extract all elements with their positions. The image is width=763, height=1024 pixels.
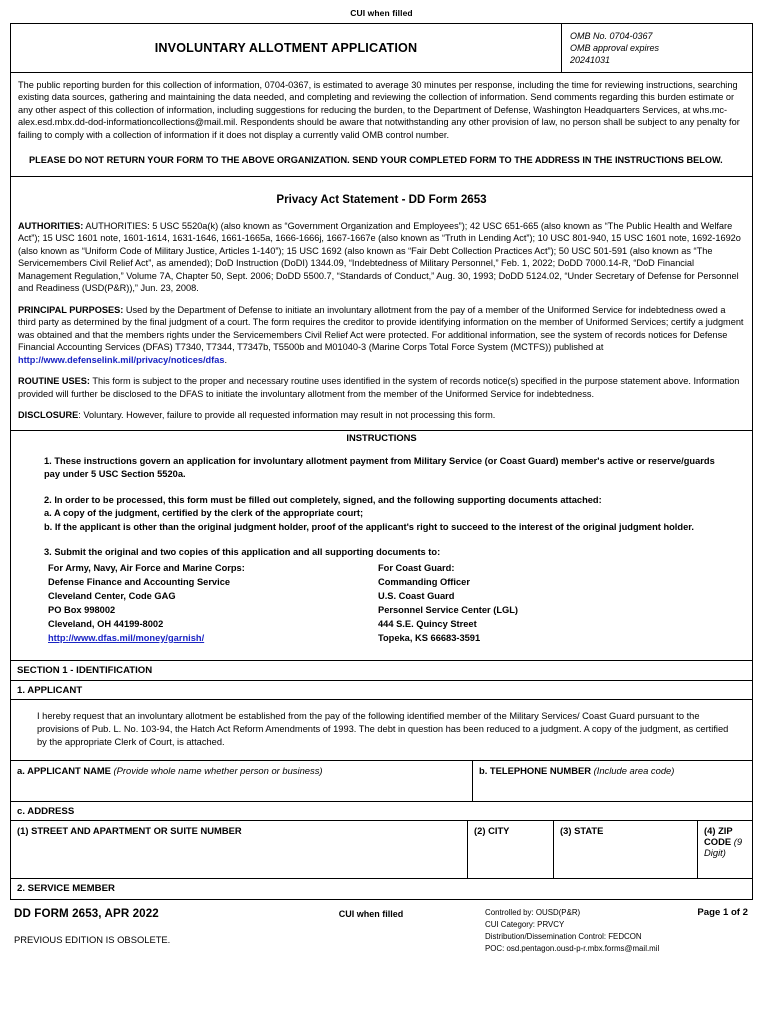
zip-code-label: (4) ZIP CODE [704, 825, 733, 848]
address-left-line3: PO Box 998002 [48, 604, 116, 615]
authorities-paragraph [18, 220, 745, 295]
address-left-line1: Defense Finance and Accounting Service [48, 576, 231, 587]
applicant-name-phone-row [11, 761, 752, 802]
state-field[interactable] [553, 821, 697, 878]
address-right-line3: Personnel Service Center (LGL) [378, 604, 519, 615]
address-left-line4: Cleveland, OH 44199-8002 [48, 618, 164, 629]
principal-purposes-label: PRINCIPAL PURPOSES: [18, 304, 124, 315]
applicant-name-label: a. APPLICANT NAME [17, 765, 111, 777]
omb-box [561, 24, 752, 72]
authorities-label: AUTHORITIES: [18, 220, 84, 231]
address-left-line2: Cleveland Center, Code GAG [48, 590, 176, 601]
routine-uses-paragraph [18, 375, 745, 400]
disclosure-text: : Voluntary. However, failure to provide all requested information may result in not processing this form. [78, 410, 496, 421]
dfas-garnish-link[interactable]: http://www.dfas.mil/money/garnish/ [48, 632, 205, 643]
address-subsection-header: c. ADDRESS [11, 802, 752, 821]
instruction-item-2b: b. If the applicant is other than the original judgment holder, proof of the applicant's right to succeed to the interest of the original judgment holder. [44, 521, 694, 532]
cui-control-details [485, 907, 659, 955]
city-field[interactable] [467, 821, 553, 878]
zip-code-hint: (9 Digit) [704, 836, 743, 859]
address-right-line2: U.S. Coast Guard [378, 590, 455, 601]
applicant-name-hint: (Provide whole name whether person or business) [113, 765, 323, 777]
routine-uses-text: This form is subject to the proper and necessary routine uses identified in the system of records notice(s) specified in the purpose statement above. Information provided will further be disclosed to the DFAS to initiate the involuntary allotment from the member of the Uniformed Service for indebtedness. [18, 376, 740, 399]
instruction-item-3: 3. Submit the original and two copies of this application and all supporting documents to: [44, 547, 441, 558]
instructions-body [11, 445, 752, 646]
instruction-item-2: 2. In order to be processed, this form must be filled out completely, signed, and the following supporting documents attached: [44, 494, 602, 505]
cui-category: CUI Category: PRVCY [485, 920, 565, 930]
privacy-act-title: Privacy Act Statement - DD Form 2653 [276, 192, 487, 206]
address-coast-guard [378, 562, 708, 646]
principal-purposes-paragraph [18, 304, 745, 366]
instructions-heading: INSTRUCTIONS [346, 431, 417, 443]
street-address-field[interactable] [11, 821, 467, 878]
street-address-label: (1) STREET AND APARTMENT OR SUITE NUMBER [17, 825, 242, 837]
cui-top-banner: CUI when filled [350, 8, 413, 18]
applicant-name-field[interactable] [11, 761, 472, 801]
address-right-line4: 444 S.E. Quincy Street [378, 618, 477, 629]
instruction-item-1: 1. These instructions govern an application for involuntary allotment payment from Military Service (or Coast Guard) member's active or reserve/guards pay under 5 USC Section 5520a. [44, 455, 715, 480]
controlled-by: Controlled by: OUSD(P&R) [485, 908, 581, 918]
omb-expires-label: OMB approval expires [570, 43, 660, 54]
applicant-request-statement: I hereby request that an involuntary allotment be established from the pay of the following identified member of the Military Services/ Coast Guard pursuant to the provisions of Pub. L. No. 103-94, the Hatch Act Reform Amendments of 1993. The debt in question has been reduced to a judgment. A copy of the judgment, as certified by the appropriate Clerk of Court, is attached. [11, 700, 752, 762]
footer-form-identity [14, 907, 257, 955]
address-right-heading: For Coast Guard: [378, 562, 455, 573]
disclosure-label: DISCLOSURE [18, 410, 79, 421]
authorities-text: AUTHORITIES: 5 USC 5520a(k) (also known as “Government Organization and Employees”); 42 USC 651-665 (also known as “The Public Health and Welfare Act”); 15 USC 1601 note, 1601-1614, 1631-1646, 1661-1665a, 1666-1666j, 1667-1667e (also known as “Truth in Lending Act”); 10 USC 801-940, 15 USC 1601 note, 1692-1692o (also known as “Uniform Code of Military Justice, Articles 1-140”); 15 USC 1692 (also known as “Fair Debt Collection Practices Act”); 50 USC 501-591 (also known as “The Servicemembers Civil Relief Act”, as amended); DoD Instruction (DoDI) 1344.09, “Indebtedness of Military Personnel,” Feb. 1, 2022; DoDD 7000.14-R, “DoD Financial Management Regulation,” Volume 7A, Chapter 50, Sept. 2006; DoDD 5500.7, “Standards of Conduct,” Aug. 30, 1993; DoDD 5124.02, “Under Secretary of Defense for Personnel and Readiness (USD(P&R)),” Jun. 23, 2008. [18, 220, 741, 294]
footer-control-block [485, 907, 750, 955]
cui-bottom-banner: CUI when filled [338, 909, 404, 920]
burden-statement-block [11, 73, 752, 177]
form-number: DD FORM 2653, APR 2022 [14, 907, 159, 921]
page-number: Page 1 of 2 [697, 907, 748, 919]
applicant-address-row [11, 821, 752, 879]
telephone-number-field[interactable] [472, 761, 752, 801]
section-1-header: SECTION 1 - IDENTIFICATION [11, 661, 752, 681]
address-right-line5: Topeka, KS 66683-3591 [378, 632, 481, 643]
routine-uses-label: ROUTINE USES: [18, 376, 90, 387]
telephone-label: b. TELEPHONE NUMBER [479, 765, 591, 777]
zip-code-field[interactable] [697, 821, 752, 878]
burden-paragraph: The public reporting burden for this collection of information, 0704-0367, is estimated to average 30 minutes per response, including the time for reviewing instructions, searching existing data sources, gathering and maintaining the data needed, and completing and reviewing the collection of information. Send comments regarding this burden estimate or any other aspect of this collection of information, including suggestions for reducing the burden, to the Department of Defense, Washington Headquarters Services, at whs.mc-alex.esd.mbx.dd-dod-informationcollections@mail.mil. Respondents should be aware that notwithstanding any other provision of law, no person shall be subject to any penalty for failing to comply with a collection of information if it does not display a currently valid OMB control number. [18, 80, 740, 140]
page-title: INVOLUNTARY ALLOTMENT APPLICATION [154, 41, 418, 55]
principal-purposes-tail: . [224, 354, 227, 365]
applicant-subsection-header: 1. APPLICANT [11, 681, 752, 700]
address-right-line1: Commanding Officer [378, 576, 470, 587]
telephone-hint: (Include area code) [593, 765, 675, 777]
privacy-act-block [11, 177, 752, 431]
title-row [11, 24, 752, 73]
instructions-block [11, 431, 752, 661]
page-footer [10, 900, 753, 955]
principal-purposes-text: Used by the Department of Defense to initiate an involuntary allotment from the pay of a member of the Uniformed Service for indebtedness owed a third party as determined by the final judgment of a court. The form requires the creditor to provide identifying information on the member of Uniformed Services; certify a judgment was obtained and that the members rights under the Servicemembers Civil Relief Act were protected. For additional information, see the system of records notices for Defense Financial Accounting Services (DFAS) T7340, T7344, T7347b, T5500b and M01040-3 (Marine Corps Total Force System (MCTFS)) published at [18, 304, 744, 353]
distribution-control: Distribution/Dissemination Control: FEDCON [485, 932, 642, 942]
city-label: (2) CITY [474, 825, 510, 837]
previous-edition-note: PREVIOUS EDITION IS OBSOLETE. [14, 934, 171, 946]
service-member-subsection-header: 2. SERVICE MEMBER [17, 883, 115, 895]
defenselink-privacy-notices-link[interactable]: http://www.defenselink.mil/privacy/notices/dfas [18, 354, 225, 365]
address-left-heading: For Army, Navy, Air Force and Marine Corps: [48, 562, 245, 573]
form-frame [10, 23, 753, 900]
instruction-item-2a: a. A copy of the judgment, certified by the clerk of the appropriate court; [44, 508, 364, 519]
poc-email: POC: osd.pentagon.ousd-p-r.mbx.forms@mail.mil [485, 944, 660, 954]
address-military-branches [48, 562, 378, 646]
omb-expires-date: 20241031 [570, 55, 611, 66]
disclosure-paragraph [18, 409, 745, 421]
omb-number: OMB No. 0704-0367 [570, 31, 653, 41]
do-not-return-notice: PLEASE DO NOT RETURN YOUR FORM TO THE ABOVE ORGANIZATION. SEND YOUR COMPLETED FORM TO THE ADDRESS IN THE INSTRUCTIONS BELOW. [29, 155, 723, 166]
submission-addresses [44, 562, 728, 646]
state-label: (3) STATE [560, 825, 604, 837]
